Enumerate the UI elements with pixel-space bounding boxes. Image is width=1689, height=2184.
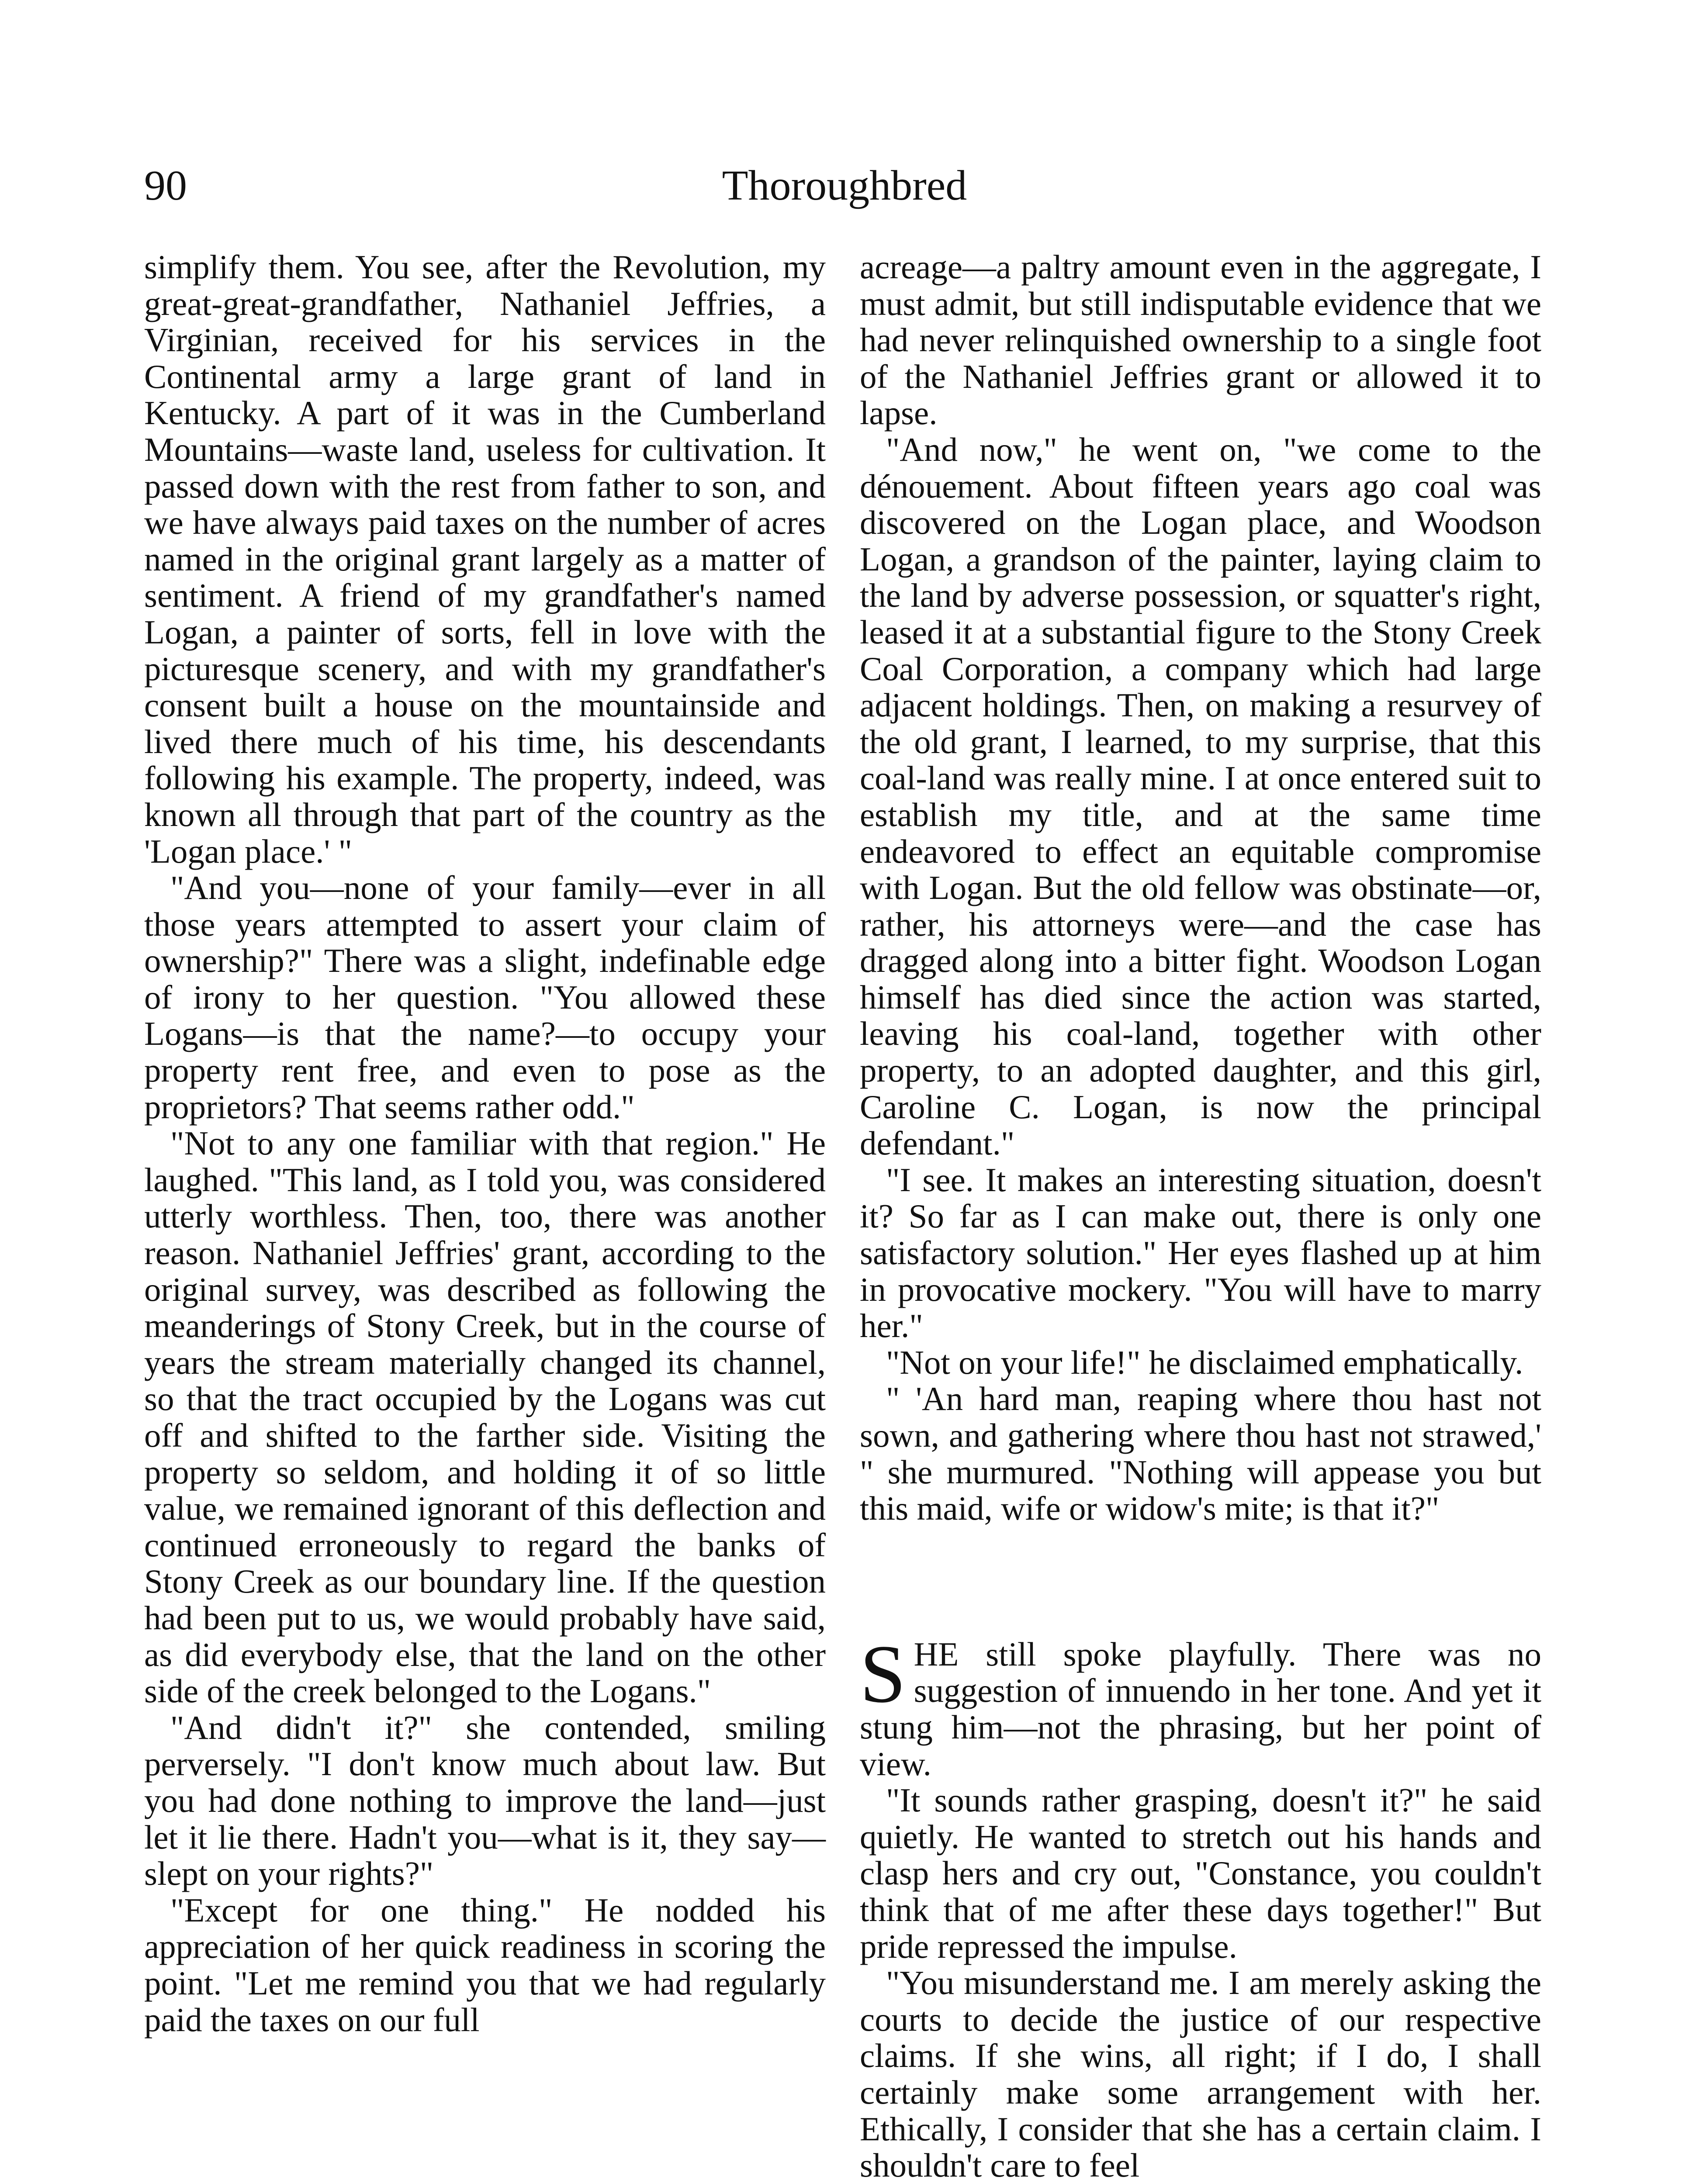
page-header (0, 162, 1689, 210)
paragraph: acreage—a paltry amount even in the aggregate, I must admit, but still indisputable evidence that we had never relinquished ownership to a single foot of the Nathaniel Jeffries grant or allowed it to lapse. (860, 248, 1541, 432)
paragraph: "Not to any one familiar with that region." He laughed. "This land, as I told you, was considered utterly worthless. Then, too, there was another reason. Nathaniel Jeffries' grant, according to the original survey, was described as following the meanderings of Stony Creek, but in the course of years the stream materially changed its channel, so that the tract occupied by the Logans was cut off and shifted to the farther side. Visiting the property so seldom, and holding it of so little value, we remained ignorant of this deflection and continued erroneously to regard the banks of Stony Creek as our boundary line. If the question had been put to us, we would probably have said, as did everybody else, that the land on the other side of the creek belonged to the Logans." (144, 1124, 826, 1710)
paragraph-text: still spoke playfully. There was no suggestion of innuendo in her tone. And yet it stung him—not the phrasing, but her point of view. (860, 1635, 1541, 1783)
section-opening-paragraph (860, 1628, 1541, 1783)
drop-cap-continuation: HE (914, 1635, 959, 1673)
paragraph: "You misunderstand me. I am merely asking the courts to decide the justice of our respective claims. If she wins, all right; if I do, I shall certainly make some arrangement with her. Ethically, I consider that she has a certain claim. I shouldn't care to feel (860, 1964, 1541, 2184)
paragraph: "Not on your life!" he disclaimed emphatically. (886, 1343, 1523, 1381)
paragraph: "And didn't it?" she contended, smiling perversely. "I don't know much about law. But you had done nothing to improve the land—just let it lie there. Hadn't you—what is it, they say—slept on your rights?" (144, 1708, 826, 1893)
left-column (144, 249, 826, 2038)
page-number: 90 (144, 162, 187, 209)
drop-cap: S (860, 1628, 906, 1720)
running-title: Thoroughbred (722, 162, 967, 209)
paragraph: "Except for one thing." He nodded his appreciation of her quick readiness in scoring the point. "Let me remind you that we had regularly paid the taxes on our full (144, 1891, 826, 2039)
right-column (860, 249, 1541, 2184)
paragraph: "And now," he went on, "we come to the dénouement. About fifteen years ago coal was discovered on the Logan place, and Woodson Logan, a grandson of the painter, laying claim to the land by adverse possession, or squatter's right, leased it at a substantial figure to the Stony Creek Coal Corporation, a company which had large adjacent holdings. Then, on making a resurvey of the old grant, I learned, to my surprise, that this coal-land was really mine. I at once entered suit to establish my title, and at the same time endeavored to effect an equitable compromise with Logan. But the old fellow was obstinate—or, rather, his attorneys were—and the case has dragged along into a bitter fight. Woodson Logan himself has died since the action was started, leaving his coal-land, together with other property, to an adopted daughter, and this girl, Caroline C. Logan, is now the principal defendant." (860, 430, 1541, 1162)
paragraph: "And you—none of your family—ever in all those years attempted to assert your claim of ownership?" There was a slight, indefinable edge of irony to her question. "You allowed these Logans—is that the name?—to occupy your property rent free, and even to pose as the proprietors? That seems rather odd." (144, 869, 826, 1126)
paragraph: "I see. It makes an interesting situation, doesn't it? So far as I can make out, there is only one satisfactory solution." Her eyes flashed up at him in provocative mockery. "You will have to marry her." (860, 1161, 1541, 1345)
section-break (860, 1527, 1541, 1636)
paragraph: "It sounds rather grasping, doesn't it?" he said quietly. He wanted to stretch out his hands and clasp hers and cry out, "Constance, you couldn't think that of me after these days together!" But pride repressed the impulse. (860, 1781, 1541, 1965)
paragraph: " 'An hard man, reaping where thou hast not sown, and gathering where thou hast not strawed,' " she murmured. "Nothing will appease you but this maid, wife or widow's mite; is that it?" (860, 1380, 1541, 1527)
paragraph: simplify them. You see, after the Revolution, my great-great-grandfather, Nathaniel Jeffries, a Virginian, received for his services in the Continental army a large grant of land in Kentucky. A part of it was in the Cumberland Mountains—waste land, useless for cultivation. It passed down with the rest from father to son, and we have always paid taxes on the number of acres named in the original grant largely as a matter of sentiment. A friend of my grandfather's named Logan, a painter of sorts, fell in love with the picturesque scenery, and with my grandfather's consent built a house on the mountainside and lived there much of his time, his descendants following his example. The property, indeed, was known all through that part of the country as the 'Logan place.' " (144, 248, 826, 870)
